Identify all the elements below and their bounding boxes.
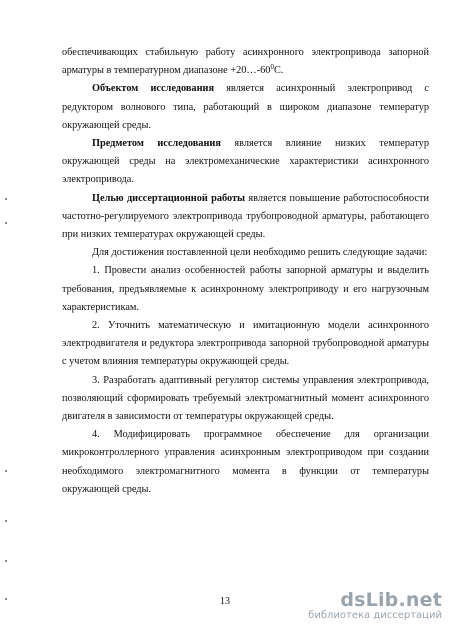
watermark-caption: библиотека диссертаций [308, 610, 442, 621]
object-heading: Объектом исследования [92, 83, 215, 95]
paragraph-intro [62, 44, 429, 80]
task-2: 2. Уточнить математическую и имитационную модели асинхронного электродвигателя и редуктора электропривода запорной трубопроводной арматуры с учетом влияния температуры окружающей среды. [62, 320, 429, 368]
page-number: 13 [220, 596, 230, 607]
subject-heading: Предметом исследования [92, 138, 221, 150]
scan-mark [5, 520, 7, 522]
object-text: является асинхронный электропривод с редуктором волнового типа, работающий в широком диапазоне температур окружающей среды. [62, 83, 429, 131]
task-4: 4. Модифицировать программное обеспечение для организации микроконтроллерного управления асинхронным электроприводом при создании необходимого электромагнитного момента в функции от температуры окружающей среды. [62, 429, 429, 495]
intro-text: обеспечивающих стабильную работу асинхронного электропривода запорной арматуры в температурном диапазоне +20…-60 [62, 47, 429, 77]
watermark [302, 590, 442, 622]
scan-mark [5, 470, 7, 472]
subject-text: является влияние низких температур окружающей среды на электромеханические характеристики асинхронного электропривода. [62, 138, 429, 186]
goal-text: является повышение работоспособности частотно-регулируемого электропривода трубопроводной арматуры, работающего при низких температурах окружающей среды. [62, 192, 429, 241]
task-1: 1. Провести анализ особенностей работы запорной арматуры и выделить требования, предъявляемые к асинхронному электроприводу и его нагрузочным характеристикам. [62, 265, 429, 313]
scan-mark [5, 198, 7, 200]
paragraph-object [62, 80, 429, 135]
task-3: 3. Разработать адаптивный регулятор системы управления электропривода, позволяющий сформировать требуемый электромагнитный момент асинхронного двигателя в зависимости от температуры окружающей среды. [62, 374, 429, 423]
paragraph-goal [62, 190, 429, 245]
paragraph-tasks-intro: Для достижения поставленной цели необходимо решить следующие задачи: [92, 247, 428, 259]
paragraph-subject [62, 135, 429, 190]
degree-superscript: 0 [270, 63, 274, 72]
goal-heading: Целью диссертационной работы [92, 192, 246, 204]
body-text [62, 44, 429, 499]
scan-mark [5, 560, 7, 562]
scan-mark [5, 222, 7, 224]
scan-mark [5, 598, 7, 600]
watermark-logo: dsLib.net [340, 589, 442, 611]
intro-tail: С. [273, 65, 284, 77]
